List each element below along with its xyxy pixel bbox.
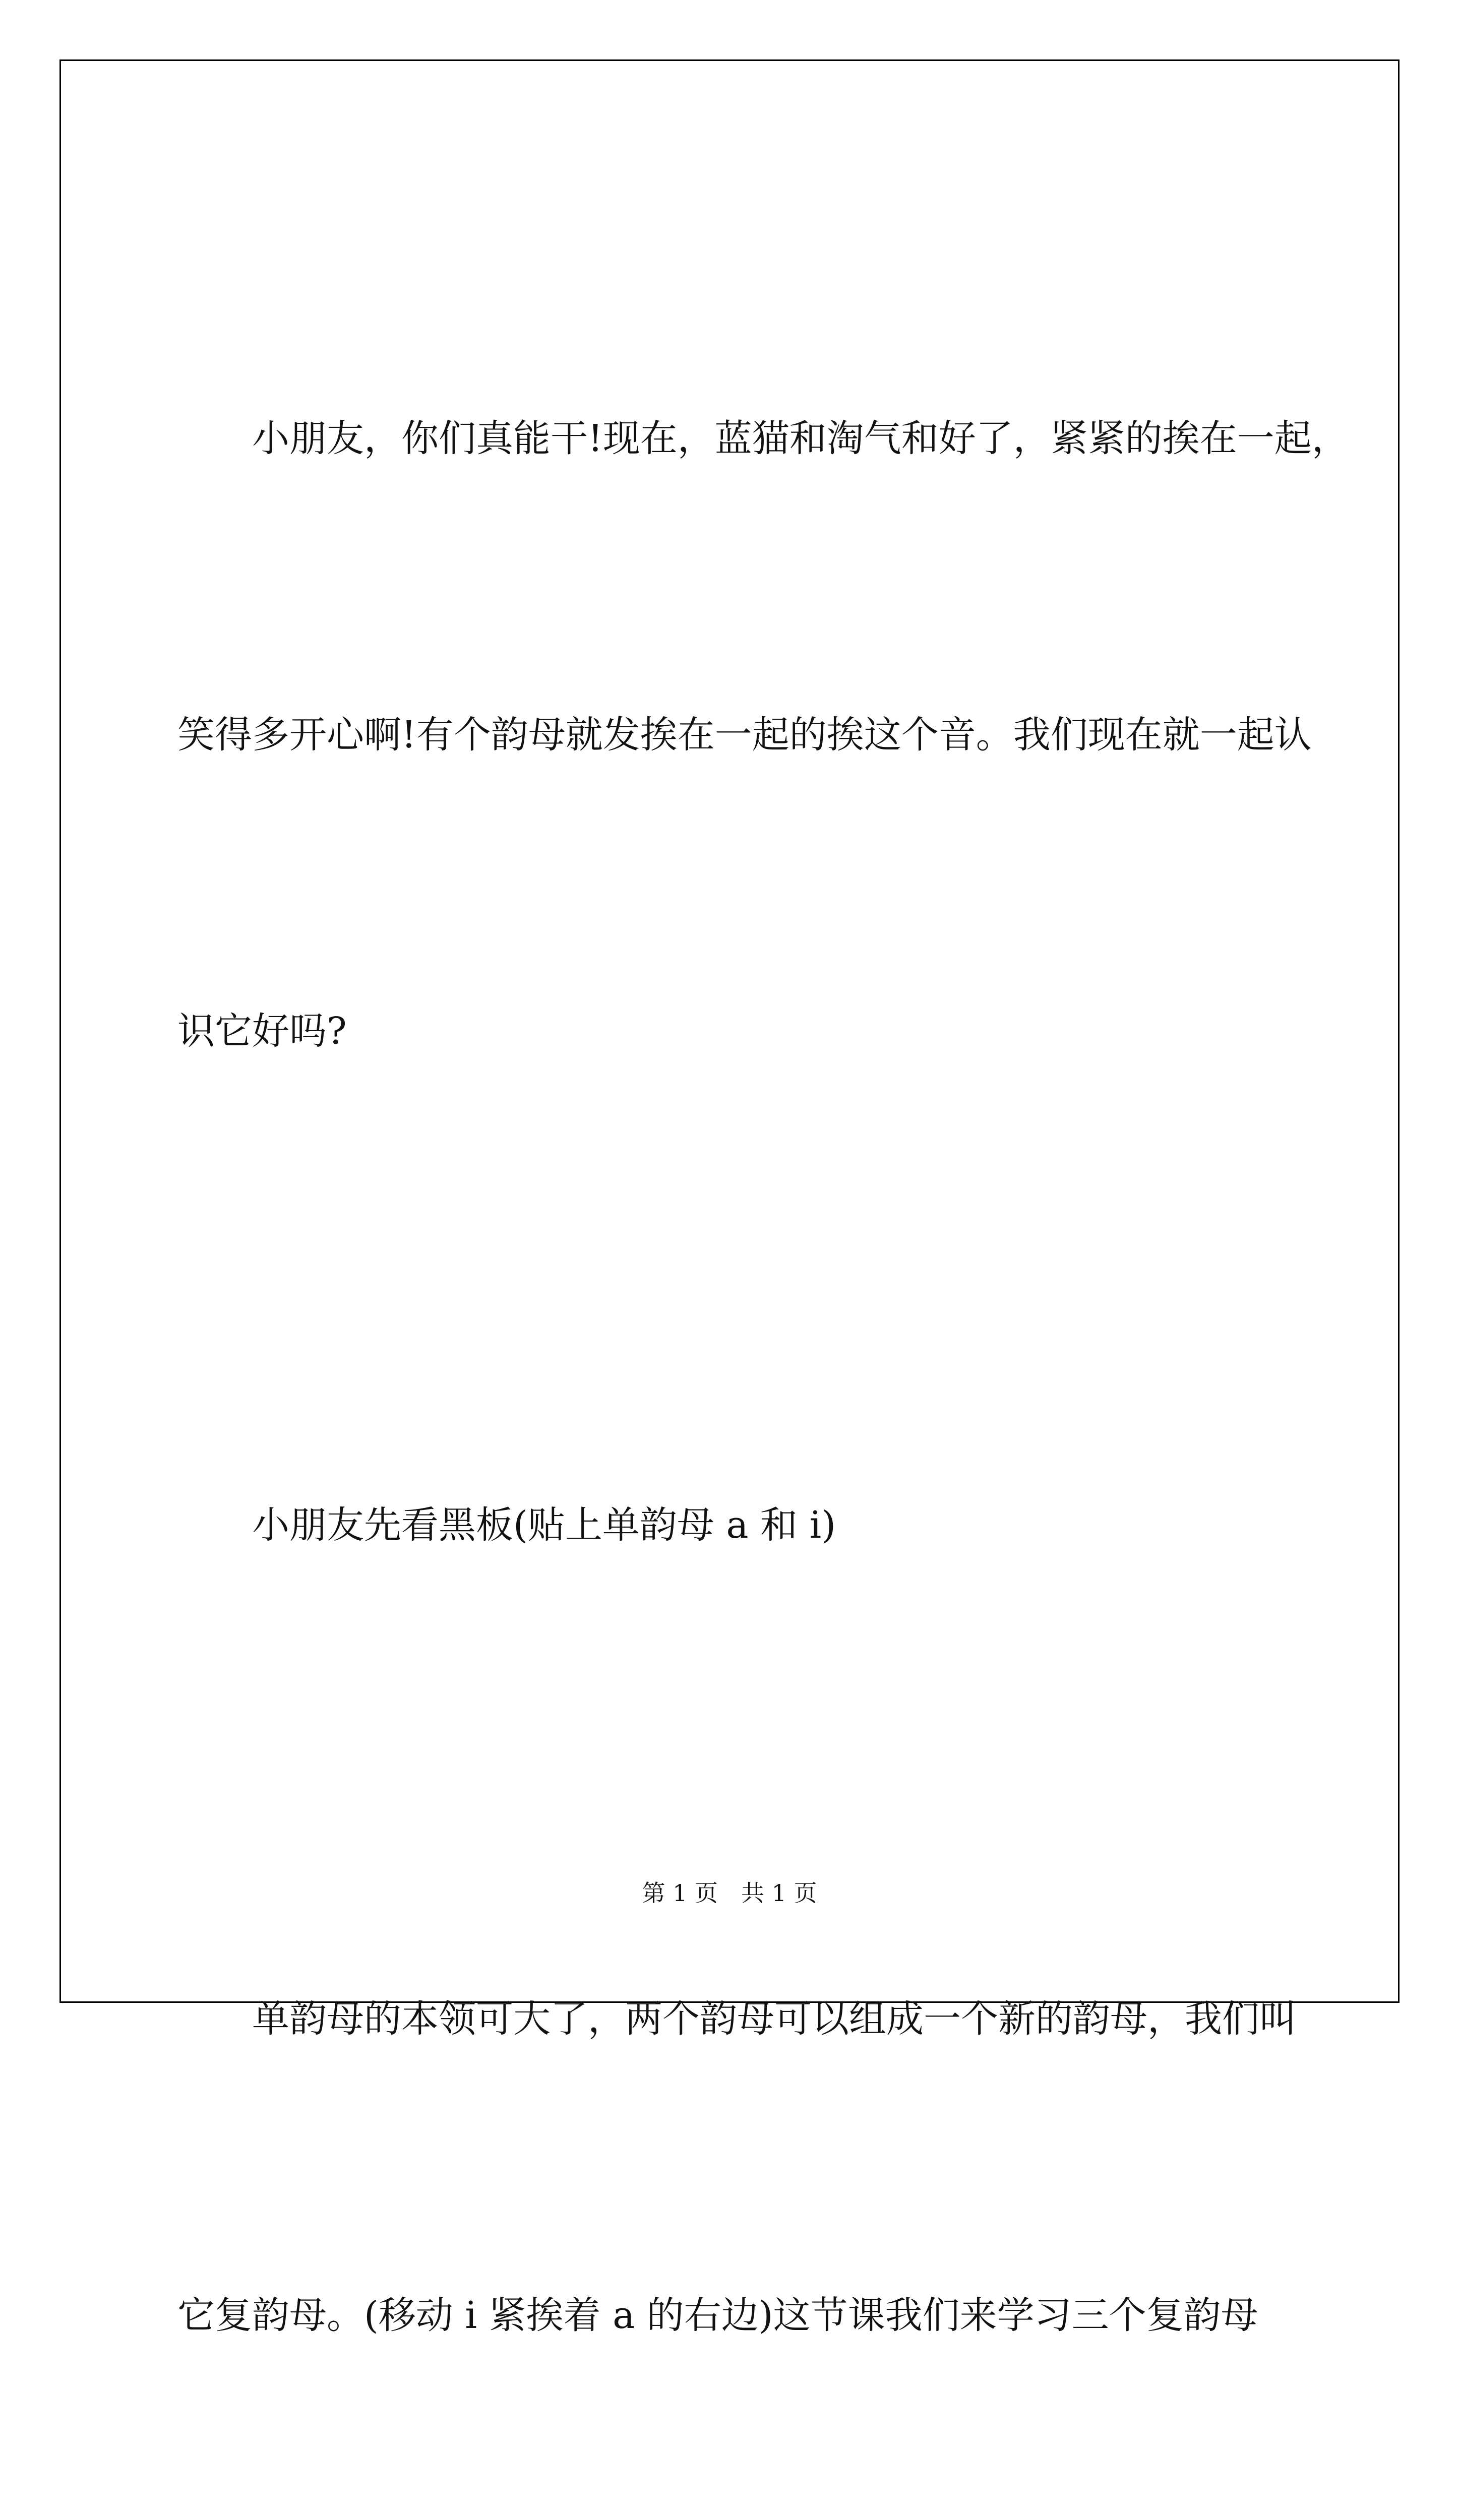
text-line: 小朋友，你们真能干!现在，蓝猫和淘气和好了，紧紧的挨在一起，	[252, 417, 1349, 460]
text-line: 它复韵母。(移动 i 紧挨着 a 的右边)这节课我们来学习三个复韵母	[177, 2294, 1258, 2337]
text-line: 笑得多开心啊!有个韵母就发挨在一起的挨这个音。我们现在就一起认	[177, 713, 1312, 757]
paragraph-2	[177, 1278, 1317, 1772]
paragraph-1	[177, 192, 1349, 1278]
document-body	[177, 192, 1349, 2520]
page-footer: 第 1 页 共 1 页	[642, 1879, 817, 1907]
text-line: 小朋友先看黑板(贴上单韵母 a 和 i)	[252, 1503, 836, 1547]
text-line: 识它好吗?	[177, 1010, 347, 1053]
text-line: 单韵母的本领可大了，两个韵母可以组成一个新的韵母，我们叫	[252, 1997, 1297, 2041]
